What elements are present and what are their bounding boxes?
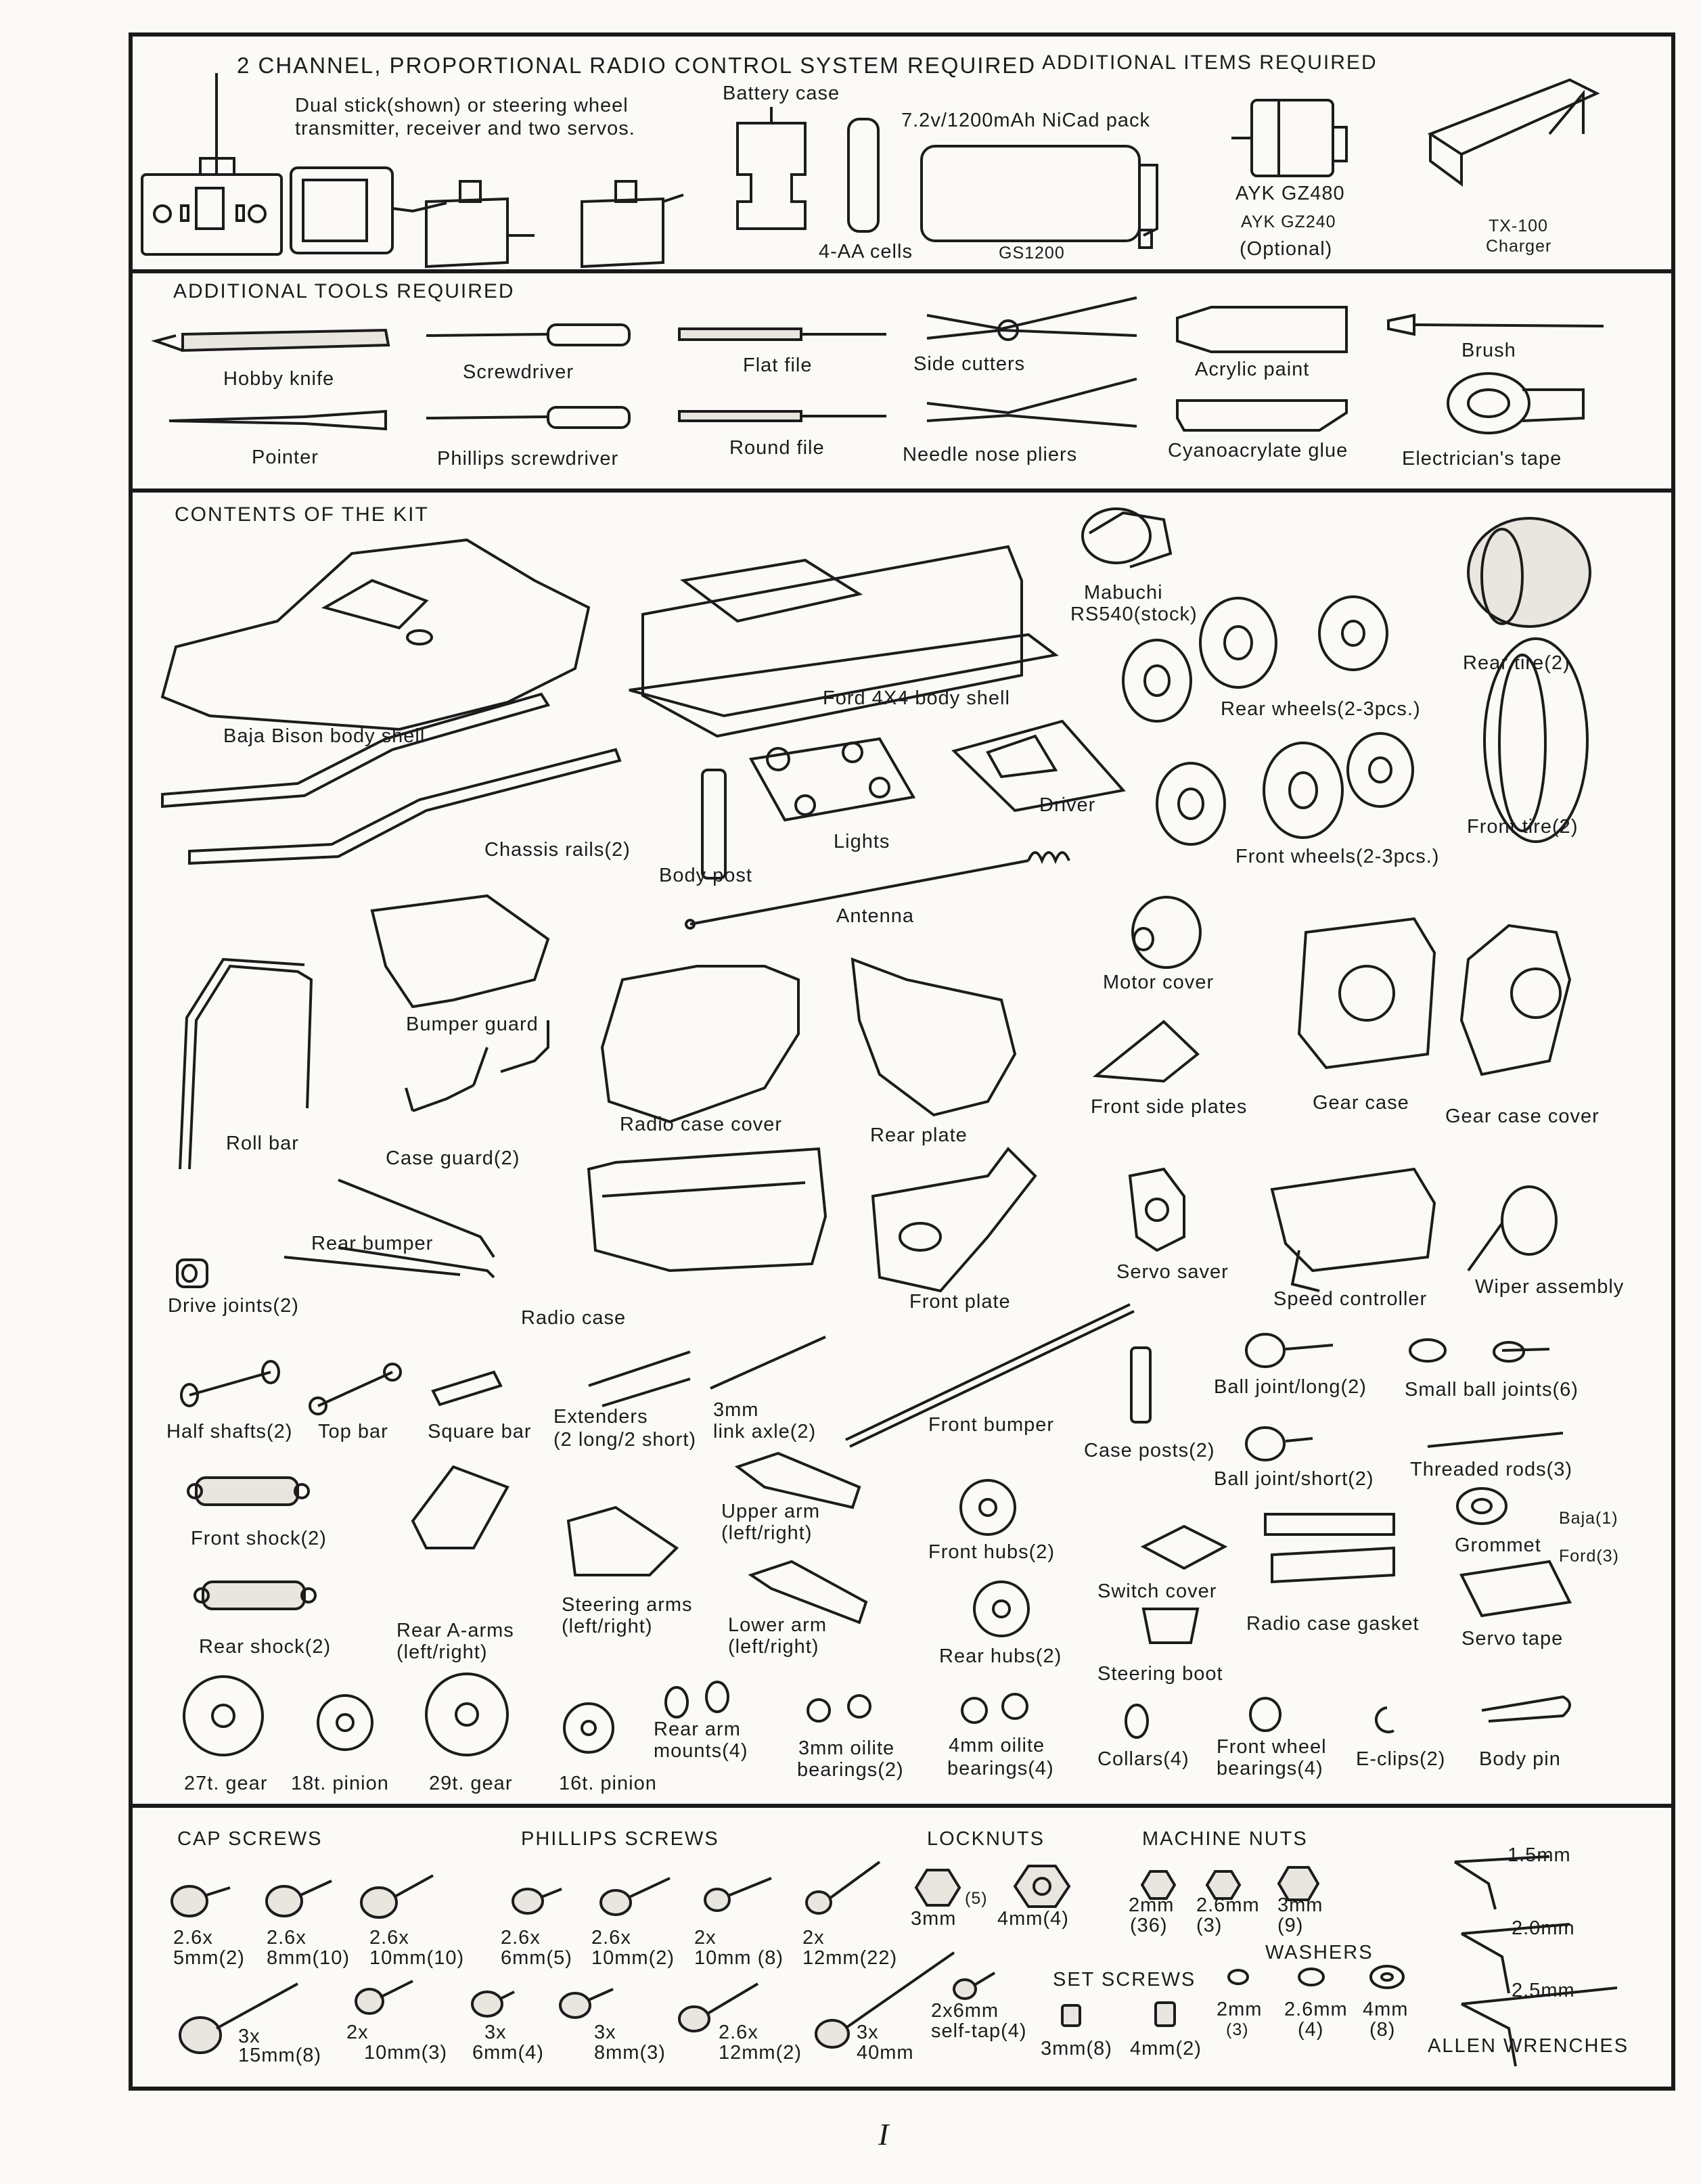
label-half-shafts: Half shafts(2) <box>166 1421 293 1442</box>
phillips-screws-heading: PHILLIPS SCREWS <box>521 1828 719 1850</box>
front-wheel-icon-3 <box>1348 733 1413 806</box>
radio-heading: 2 CHANNEL, PROPORTIONAL RADIO CONTROL SYSTEM REQUIRED <box>237 53 1037 78</box>
set-screw-3mm-icon <box>1062 2005 1080 2026</box>
label-rear-arm-mounts-sub: mounts(4) <box>654 1740 748 1762</box>
rear-tire-icon <box>1468 518 1590 627</box>
motor-gz240-label: AYK GZ240 <box>1241 212 1336 231</box>
tool-hobby-knife: Hobby knife <box>223 368 335 390</box>
phillips-7-len: 12mm(2) <box>719 2042 802 2064</box>
rear-bumper-icon <box>284 1180 494 1277</box>
rear-hubs-icon <box>974 1582 1028 1636</box>
label-servo-tape: Servo tape <box>1461 1628 1564 1650</box>
phillips-3-size: 2x <box>694 1927 717 1949</box>
set-screw-4mm-icon <box>1156 2003 1175 2026</box>
label-upper-arm: Upper arm <box>721 1501 820 1522</box>
phillips-2-len: 10mm(2) <box>591 1947 675 1969</box>
label-link-axle: link axle(2) <box>713 1421 817 1442</box>
front-wheel-icon-1 <box>1157 763 1225 844</box>
machine-nut-1-size: 2mm <box>1129 1894 1175 1916</box>
phillips-screw-icon-6 <box>560 1989 613 2018</box>
locknut-3mm-count: (5) <box>965 1889 988 1908</box>
cap-screw-5-len: 10mm(3) <box>364 2042 448 2064</box>
nicad-pack-icon <box>922 146 1157 248</box>
gear-27t-icon <box>184 1677 263 1755</box>
label-wiper-assembly: Wiper assembly <box>1475 1276 1625 1298</box>
driver-icon <box>954 721 1123 811</box>
cap-screw-2-len: 8mm(10) <box>267 1947 350 1969</box>
cap-screw-5-size: 2x <box>346 2022 369 2043</box>
phillips-screw-icon-2 <box>601 1878 670 1915</box>
machine-nut-3-size: 3mm <box>1277 1894 1323 1916</box>
half-shafts-icon <box>181 1361 279 1406</box>
label-oilite-3mm: 3mm oilite <box>798 1737 895 1759</box>
label-square-bar: Square bar <box>428 1421 532 1442</box>
phillips-4-size: 2x <box>802 1927 825 1949</box>
label-front-side-plates: Front side plates <box>1091 1096 1248 1118</box>
locknut-3mm-label: 3mm <box>911 1908 957 1930</box>
chassis-rails-icon <box>162 694 620 863</box>
locknut-4mm-label: 4mm(4) <box>997 1908 1069 1930</box>
oilite-4mm-icon <box>962 1694 1027 1723</box>
radio-case-gasket-icon <box>1265 1514 1394 1582</box>
aa-cells-icon <box>848 119 878 231</box>
radio-case-icon <box>589 1149 825 1271</box>
nicad-label: 7.2v/1200mAh NiCad pack <box>901 110 1150 131</box>
tool-acrylic-paint: Acrylic paint <box>1195 359 1310 380</box>
label-front-hubs: Front hubs(2) <box>928 1541 1056 1563</box>
e-clips-icon <box>1376 1708 1394 1732</box>
tool-phillips-screwdriver: Phillips screwdriver <box>437 448 619 470</box>
machine-nut-1-count: (36) <box>1130 1915 1168 1936</box>
side-cutters-icon <box>927 298 1137 340</box>
flat-file-icon <box>679 329 801 340</box>
label-speed-controller: Speed controller <box>1273 1288 1428 1310</box>
label-grommet: Grommet <box>1455 1534 1541 1556</box>
machine-nut-2-size: 2.6mm <box>1196 1894 1260 1916</box>
set-screws-heading: SET SCREWS <box>1053 1969 1196 1990</box>
washer-2mm-icon <box>1229 1970 1248 1984</box>
label-front-wheel-bearings-sub: bearings(4) <box>1217 1758 1323 1779</box>
radio-illustrations <box>129 32 1675 271</box>
gear-case-icon <box>1299 919 1434 1068</box>
aa-cells-label: 4-AA cells <box>819 241 913 263</box>
servo-saver-icon <box>1130 1169 1184 1250</box>
phillips-1-size: 2.6x <box>501 1927 541 1949</box>
motor-cover-icon <box>1133 897 1200 968</box>
label-front-shock: Front shock(2) <box>191 1528 327 1549</box>
tool-side-cutters: Side cutters <box>913 353 1026 375</box>
small-ball-joints-icon <box>1410 1340 1549 1361</box>
washer-2mm-count: (3) <box>1226 2020 1249 2039</box>
electricians-tape-icon <box>1448 373 1583 433</box>
wiper-assembly-icon <box>1468 1187 1556 1271</box>
cap-screw-icon-5 <box>356 1981 413 2014</box>
front-wheel-icon-2 <box>1264 743 1342 838</box>
threaded-rods-icon <box>1428 1433 1563 1447</box>
self-tap-screw-icon <box>954 1973 995 1999</box>
label-gear-case: Gear case <box>1313 1092 1409 1114</box>
label-rear-bumper: Rear bumper <box>311 1233 434 1254</box>
phillips-8-size: 3x <box>857 2022 879 2043</box>
speed-controller-icon <box>1272 1169 1434 1291</box>
radio-note-line2: transmitter, receiver and two servos. <box>295 118 635 139</box>
hobby-knife-icon <box>156 330 388 350</box>
cap-screw-3-size: 2.6x <box>369 1927 409 1949</box>
phillips-2-size: 2.6x <box>591 1927 631 1949</box>
oilite-3mm-icon <box>808 1696 870 1721</box>
tool-screwdriver: Screwdriver <box>463 361 574 383</box>
washer-4mm-icon <box>1371 1966 1403 1988</box>
tools-heading: ADDITIONAL TOOLS REQUIRED <box>173 280 515 302</box>
bumper-guard-icon <box>372 896 548 1007</box>
label-rear-plate: Rear plate <box>870 1124 968 1146</box>
label-e-clips: E-clips(2) <box>1356 1748 1446 1770</box>
label-oilite-3mm-sub: bearings(2) <box>797 1759 904 1781</box>
label-upper-arm-sub: (left/right) <box>721 1522 813 1544</box>
washer-26mm-icon <box>1299 1969 1323 1985</box>
label-collars: Collars(4) <box>1097 1748 1189 1770</box>
label-threaded-rods: Threaded rods(3) <box>1410 1459 1573 1480</box>
label-radio-case-gasket: Radio case gasket <box>1246 1613 1420 1635</box>
needle-nose-pliers-icon <box>927 379 1137 426</box>
ball-joint-long-icon <box>1246 1334 1333 1367</box>
set-screw-4mm-label: 4mm(2) <box>1130 2038 1202 2060</box>
label-small-ball-joints: Small ball joints(6) <box>1405 1379 1579 1401</box>
brush-icon <box>1388 315 1604 334</box>
label-rear-wheels: Rear wheels(2-3pcs.) <box>1221 698 1421 720</box>
label-body-pin: Body pin <box>1479 1748 1561 1770</box>
label-radio-case: Radio case <box>521 1307 627 1329</box>
charger-tx100-label: TX-100 <box>1489 217 1548 235</box>
label-grommet-ford: Ford(3) <box>1559 1547 1619 1566</box>
label-motor-cover: Motor cover <box>1103 972 1215 993</box>
washer-4mm-count: (8) <box>1369 2019 1396 2041</box>
servo-tape-icon <box>1461 1562 1570 1616</box>
tool-round-file: Round file <box>729 437 825 459</box>
tools-illustrations <box>129 271 1675 488</box>
tool-cyanoacrylate-glue: Cyanoacrylate glue <box>1168 440 1348 461</box>
rear-wheel-icon-1 <box>1123 640 1191 721</box>
body-pin-icon <box>1482 1697 1570 1721</box>
label-gear-case-cover: Gear case cover <box>1445 1106 1600 1127</box>
optional-label: (Optional) <box>1240 238 1333 260</box>
washer-2mm-size: 2mm <box>1217 1999 1263 2020</box>
rear-shock-icon <box>195 1582 315 1609</box>
phillips-screwdriver-icon <box>426 407 629 428</box>
label-front-plate: Front plate <box>909 1291 1011 1313</box>
collars-icon <box>1126 1705 1148 1737</box>
radio-note-line1: Dual stick(shown) or steering wheel <box>295 95 629 116</box>
allen-wrenches-heading: ALLEN WRENCHES <box>1428 2035 1629 2057</box>
label-mabuchi: Mabuchi <box>1084 582 1163 604</box>
label-steering-arms-sub: (left/right) <box>562 1616 653 1637</box>
label-ball-joint-long: Ball joint/long(2) <box>1214 1376 1367 1398</box>
tool-pointer: Pointer <box>252 447 319 468</box>
label-pinion-18t: 18t. pinion <box>291 1773 389 1794</box>
cap-screw-icon-1 <box>172 1886 230 1916</box>
ball-joint-short-icon <box>1246 1428 1313 1460</box>
machine-nut-3-count: (9) <box>1277 1915 1304 1936</box>
label-steering-boot: Steering boot <box>1097 1663 1223 1685</box>
rear-wheel-icon-3 <box>1319 597 1387 670</box>
tool-flat-file: Flat file <box>743 355 813 376</box>
tool-electricians-tape: Electrician's tape <box>1402 448 1562 470</box>
rear-wheel-icon-2 <box>1200 598 1276 687</box>
transmitter-icon <box>142 73 281 254</box>
upper-arm-icon <box>738 1453 859 1507</box>
gear-29t-icon <box>426 1674 507 1755</box>
washer-4mm-size: 4mm <box>1363 1999 1409 2020</box>
rear-arm-mounts-icon <box>666 1682 728 1717</box>
label-rear-tire: Rear tire(2) <box>1463 652 1570 674</box>
label-radio-case-cover: Radio case cover <box>620 1114 783 1135</box>
kit-heading: CONTENTS OF THE KIT <box>175 503 429 526</box>
body-post-icon <box>702 770 725 878</box>
phillips-screw-icon-4 <box>807 1862 880 1913</box>
lights-icon <box>751 739 913 820</box>
label-lights: Lights <box>834 831 890 852</box>
label-pinion-16t: 16t. pinion <box>559 1773 657 1794</box>
label-bumper-guard: Bumper guard <box>406 1014 539 1035</box>
grommet-icon <box>1457 1488 1506 1524</box>
label-grommet-baja: Baja(1) <box>1559 1509 1618 1528</box>
label-front-bumper: Front bumper <box>928 1414 1055 1436</box>
label-front-tire: Front tire(2) <box>1467 816 1579 838</box>
phillips-screw-icon-5 <box>472 1992 514 2016</box>
locknuts-heading: LOCKNUTS <box>927 1828 1045 1850</box>
battery-case-icon <box>738 107 805 229</box>
pinion-16t-icon <box>564 1704 613 1752</box>
cap-screws-heading: CAP SCREWS <box>177 1828 323 1850</box>
label-rear-hubs: Rear hubs(2) <box>939 1645 1062 1667</box>
label-case-posts: Case posts(2) <box>1084 1440 1215 1461</box>
set-screw-3mm-label: 3mm(8) <box>1041 2038 1112 2060</box>
phillips-6-size: 3x <box>594 2022 616 2043</box>
pointer-icon <box>169 411 386 429</box>
label-baja-body: Baja Bison body shell <box>223 725 426 747</box>
self-tap-label: self-tap(4) <box>931 2020 1027 2042</box>
cap-screw-2-size: 2.6x <box>267 1927 307 1949</box>
battery-case-label: Battery case <box>723 83 840 104</box>
case-posts-icon <box>1131 1348 1150 1422</box>
switch-cover-icon <box>1143 1526 1225 1568</box>
phillips-screw-icon-1 <box>513 1889 562 1913</box>
baja-bison-body-icon <box>162 540 589 729</box>
gs1200-label: GS1200 <box>999 244 1065 263</box>
phillips-1-len: 6mm(5) <box>501 1947 572 1969</box>
washer-26mm-count: (4) <box>1298 2019 1324 2041</box>
steering-arms-icon <box>568 1507 677 1575</box>
label-roll-bar: Roll bar <box>226 1133 299 1154</box>
label-extenders-sub: (2 long/2 short) <box>553 1429 697 1451</box>
round-file-icon <box>679 411 886 421</box>
cap-screw-1-size: 2.6x <box>173 1927 213 1949</box>
tool-brush: Brush <box>1461 340 1516 361</box>
label-gear-27t: 27t. gear <box>184 1773 268 1794</box>
label-front-wheel-bearings: Front wheel <box>1217 1736 1327 1758</box>
additional-items-heading: ADDITIONAL ITEMS REQUIRED <box>1042 51 1378 74</box>
radio-case-cover-icon <box>602 966 798 1122</box>
label-switch-cover: Switch cover <box>1097 1580 1217 1602</box>
label-case-guard: Case guard(2) <box>386 1147 520 1169</box>
label-extenders: Extenders <box>553 1406 648 1428</box>
locknut-3mm-icon <box>916 1870 959 1905</box>
servo-icon-2 <box>582 181 683 267</box>
label-lower-arm-sub: (left/right) <box>728 1636 819 1658</box>
tool-needle-nose-pliers: Needle nose pliers <box>903 444 1078 465</box>
label-antenna: Antenna <box>836 905 915 927</box>
locknut-4mm-icon <box>1015 1866 1069 1907</box>
label-rear-arm-mounts: Rear arm <box>654 1719 741 1740</box>
charger-label: Charger <box>1486 237 1552 256</box>
front-plate-icon <box>873 1149 1035 1291</box>
cap-screw-3-len: 10mm(10) <box>369 1947 465 1969</box>
label-ford-body: Ford 4X4 body shell <box>823 687 1010 709</box>
label-ball-joint-short: Ball joint/short(2) <box>1214 1468 1374 1490</box>
phillips-4-len: 12mm(22) <box>802 1947 898 1969</box>
cap-screw-4-len: 15mm(8) <box>238 2045 322 2066</box>
mabuchi-motor-icon <box>1083 509 1171 567</box>
drive-joints-icon <box>177 1260 207 1287</box>
allen-25mm-label: 2.5mm <box>1512 1980 1575 2001</box>
servo-icon-1 <box>426 181 535 267</box>
washers-heading: WASHERS <box>1265 1942 1374 1963</box>
label-body-post: Body post <box>659 865 752 886</box>
washer-26mm-size: 2.6mm <box>1284 1999 1348 2020</box>
label-chassis-rails: Chassis rails(2) <box>484 839 631 861</box>
screwdriver-icon <box>426 325 629 345</box>
label-servo-saver: Servo saver <box>1116 1261 1229 1283</box>
phillips-5-len: 6mm(4) <box>472 2042 544 2064</box>
label-rear-a-arms: Rear A-arms <box>396 1620 514 1641</box>
gear-case-cover-icon <box>1461 926 1570 1074</box>
label-rs540: RS540(stock) <box>1070 604 1198 625</box>
phillips-screw-icon-3 <box>705 1878 771 1911</box>
allen-15mm-label: 1.5mm <box>1507 1844 1571 1866</box>
label-gear-29t: 29t. gear <box>429 1773 513 1794</box>
label-top-bar: Top bar <box>318 1421 388 1442</box>
cap-screw-icon-3 <box>361 1875 433 1917</box>
phillips-7-size: 2.6x <box>719 2022 758 2043</box>
pinion-18t-icon <box>318 1696 372 1750</box>
motor-gz480-label: AYK GZ480 <box>1235 183 1345 204</box>
label-drive-joints: Drive joints(2) <box>168 1295 299 1317</box>
square-bar-icon <box>433 1372 501 1405</box>
rear-plate-icon <box>853 959 1015 1115</box>
phillips-5-size: 3x <box>484 2022 507 2043</box>
page-number: I <box>878 2117 889 2152</box>
label-lower-arm: Lower arm <box>728 1614 827 1636</box>
label-link-3mm: 3mm <box>713 1399 759 1421</box>
label-oilite-4mm-sub: bearings(4) <box>947 1758 1054 1779</box>
label-steering-arms: Steering arms <box>562 1594 693 1616</box>
label-front-wheels: Front wheels(2-3pcs.) <box>1235 846 1440 867</box>
receiver-icon <box>291 168 447 253</box>
extenders-icon <box>589 1352 690 1406</box>
label-oilite-4mm: 4mm oilite <box>949 1735 1045 1756</box>
lower-arm-icon <box>751 1562 866 1622</box>
phillips-6-len: 8mm(3) <box>594 2042 666 2064</box>
allen-20mm-label: 2.0mm <box>1512 1917 1575 1939</box>
steering-boot-icon <box>1143 1609 1198 1643</box>
rear-a-arms-icon <box>413 1467 507 1548</box>
cyanoacrylate-glue-icon <box>1177 401 1346 430</box>
cap-screw-1-len: 5mm(2) <box>173 1947 245 1969</box>
motor-gz480-icon <box>1231 100 1346 176</box>
cap-screw-icon-2 <box>267 1881 332 1916</box>
machine-nuts-heading: MACHINE NUTS <box>1142 1828 1308 1850</box>
charger-icon <box>1430 80 1597 184</box>
link-axle-icon <box>710 1337 825 1388</box>
cap-screw-4-size: 3x <box>238 2026 260 2047</box>
phillips-3-len: 10mm (8) <box>694 1947 784 1969</box>
top-bar-icon <box>310 1364 401 1414</box>
front-shock-icon <box>188 1478 309 1505</box>
label-rear-a-arms-sub: (left/right) <box>396 1641 488 1663</box>
front-side-plates-icon <box>1096 1022 1198 1081</box>
acrylic-paint-icon <box>1177 307 1346 352</box>
label-driver: Driver <box>1039 794 1096 816</box>
front-wheel-bearings-icon <box>1250 1698 1280 1731</box>
front-hubs-icon <box>961 1480 1015 1534</box>
machine-nut-2-count: (3) <box>1196 1915 1223 1936</box>
label-rear-shock: Rear shock(2) <box>199 1636 332 1658</box>
phillips-8-len: 40mm <box>857 2042 914 2064</box>
self-tap-size: 2x6mm <box>931 2000 999 2022</box>
